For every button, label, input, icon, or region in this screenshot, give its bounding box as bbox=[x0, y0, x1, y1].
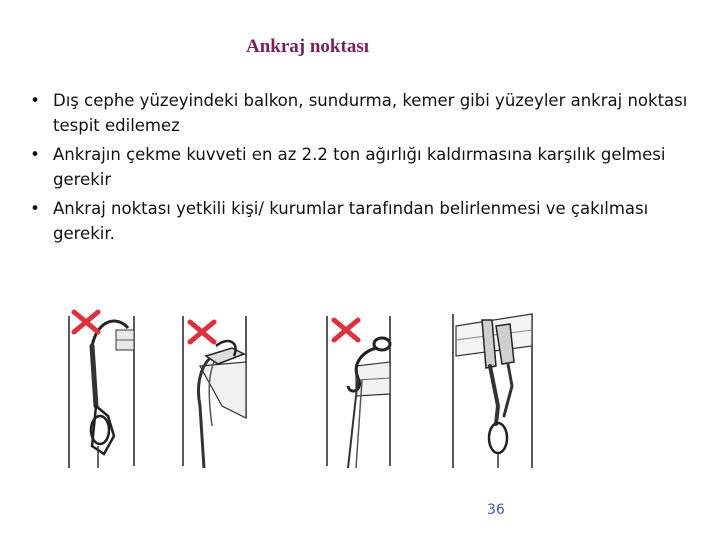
anchor-wrong-icon bbox=[182, 306, 248, 468]
anchor-wrong-icon bbox=[326, 306, 392, 468]
bullet-item bbox=[28, 196, 688, 246]
bullet-symbol: • bbox=[30, 145, 40, 164]
cross-icon bbox=[334, 320, 358, 340]
bullet-symbol: • bbox=[30, 91, 40, 110]
anchor-wrong-icon bbox=[68, 306, 136, 468]
page-number: 36 bbox=[487, 502, 505, 518]
bullet-text: Ankraj noktası yetkili kişi/ kurumlar tarafından belirlenmesi ve çakılması gerekir. bbox=[53, 199, 649, 243]
bullet-symbol: • bbox=[30, 199, 40, 218]
bullet-item bbox=[28, 142, 688, 192]
anchor-correct-icon bbox=[452, 306, 534, 468]
bullet-text: Ankrajın çekme kuvveti en az 2.2 ton ağırlığı kaldırmasına karşılık gelmesi gerekir bbox=[53, 145, 666, 189]
cross-icon bbox=[74, 312, 98, 332]
slide-title: Ankraj noktası bbox=[246, 36, 369, 57]
cross-icon bbox=[190, 322, 214, 342]
bullet-text: Dış cephe yüzeyindeki balkon, sundurma, kemer gibi yüzeyler ankraj noktası tespit edilemez bbox=[53, 91, 688, 135]
bullet-list bbox=[28, 88, 688, 250]
bullet-item bbox=[28, 88, 688, 138]
